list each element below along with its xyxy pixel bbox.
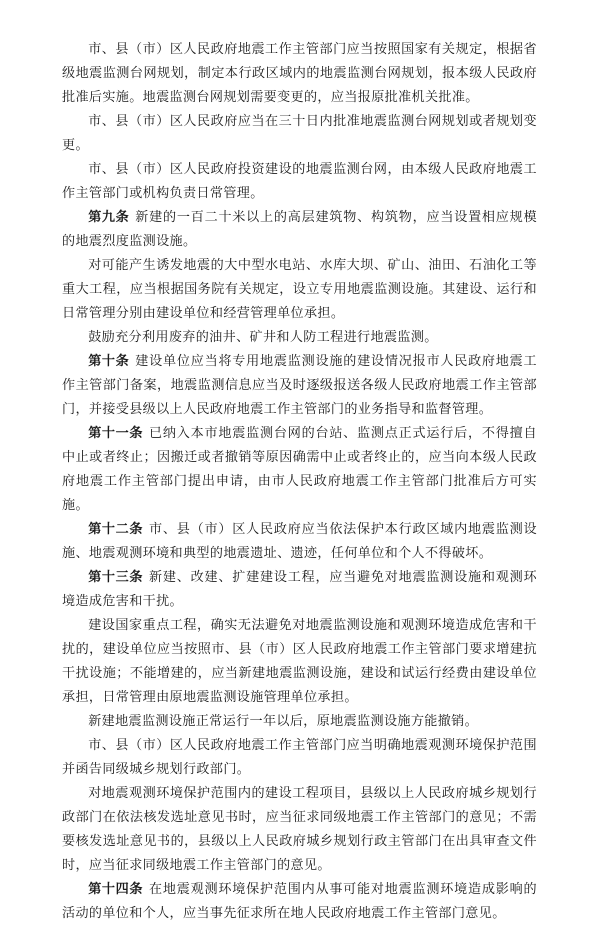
paragraph <box>62 734 537 782</box>
paragraph <box>62 782 537 878</box>
paragraph-text: 市、县（市）区人民政府应当在三十日内批准地震监测台网规划或者规划变更。 <box>62 114 537 153</box>
paragraph-text: 新建的一百二十米以上的高层建筑物、构筑物，应当设置相应规模的地震烈度监测设施。 <box>62 210 537 249</box>
paragraph <box>62 878 537 926</box>
paragraph-text: 市、县（市）区人民政府地震工作主管部门应当按照国家有关规定，根据省级地震监测台网规划，制定本行政区域内的地震监测台网规划，报本级人民政府批准后实施。地震监测台网规划需要变更的，应当报原批准机关批准。 <box>62 42 537 105</box>
article-number: 第九条 <box>88 210 130 225</box>
paragraph-text: 建设单位应当将专用地震监测设施的建设情况报市人民政府地震工作主管部门备案，地震监测信息应当及时逐级报送各级人民政府地震工作主管部门，并接受县级以上人民政府地震工作主管部门的业务指导和监督管理。 <box>62 354 537 417</box>
paragraph-text: 在地震观测环境保护范围内从事可能对地震监测环境造成影响的活动的单位和个人，应当事先征求所在地人民政府地震工作主管部门意见。 <box>62 882 537 921</box>
paragraph <box>62 158 537 206</box>
paragraph-text: 鼓励充分利用废弃的油井、矿井和人防工程进行地震监测。 <box>88 330 438 345</box>
paragraph-text: 建设国家重点工程，确实无法避免对地震监测设施和观测环境造成危害和干扰的，建设单位应当按照市、县（市）区人民政府地震工作主管部门要求增建抗干扰设施；不能增建的，应当新建地震监测设施，建设和试运行经费由建设单位承担，日常管理由原地震监测设施管理单位承担。 <box>62 618 537 705</box>
paragraph <box>62 326 537 350</box>
paragraph <box>62 254 537 326</box>
paragraph-text: 新建地震监测设施正常运行一年以后，原地震监测设施方能撤销。 <box>88 714 479 729</box>
paragraph-text: 市、县（市）区人民政府应当依法保护本行政区域内地震监测设施、地震观测环境和典型的地震遗址、遗迹，任何单位和个人不得破坏。 <box>62 522 537 561</box>
article-number: 第十条 <box>88 354 130 369</box>
document-body <box>62 38 537 926</box>
paragraph <box>62 38 537 110</box>
paragraph <box>62 350 537 422</box>
paragraph-text: 市、县（市）区人民政府投资建设的地震监测台网，由本级人民政府地震工作主管部门或机构负责日常管理。 <box>62 162 537 201</box>
paragraph-text: 已纳入本市地震监测台网的台站、监测点正式运行后，不得擅自中止或者终止；因搬迁或者撤销等原因确需中止或者终止的，应当向本级人民政府地震工作主管部门提出申请，由市人民政府地震工作主管部门批准后方可实施。 <box>62 426 537 513</box>
paragraph-text: 市、县（市）区人民政府地震工作主管部门应当明确地震观测环境保护范围并函告同级城乡规划行政部门。 <box>62 738 537 777</box>
paragraph <box>62 206 537 254</box>
paragraph <box>62 710 537 734</box>
article-number: 第十四条 <box>88 882 144 897</box>
paragraph <box>62 110 537 158</box>
paragraph-text: 对可能产生诱发地震的大中型水电站、水库大坝、矿山、油田、石油化工等重大工程，应当根据国务院有关规定，设立专用地震监测设施。其建设、运行和日常管理分别由建设单位和经营管理单位承担。 <box>62 258 537 321</box>
article-number: 第十二条 <box>88 522 144 537</box>
paragraph <box>62 518 537 566</box>
paragraph <box>62 422 537 518</box>
paragraph <box>62 614 537 710</box>
article-number: 第十一条 <box>88 426 144 441</box>
paragraph <box>62 566 537 614</box>
article-number: 第十三条 <box>88 570 144 585</box>
paragraph-text: 对地震观测环境保护范围内的建设工程项目，县级以上人民政府城乡规划行政部门在依法核发选址意见书时，应当征求同级地震工作主管部门的意见；不需要核发选址意见书的，县级以上人民政府城乡规划行政主管部门在出具审查文件时，应当征求同级地震工作主管部门的意见。 <box>62 786 537 873</box>
paragraph-text: 新建、改建、扩建建设工程，应当避免对地震监测设施和观测环境造成危害和干扰。 <box>62 570 537 609</box>
